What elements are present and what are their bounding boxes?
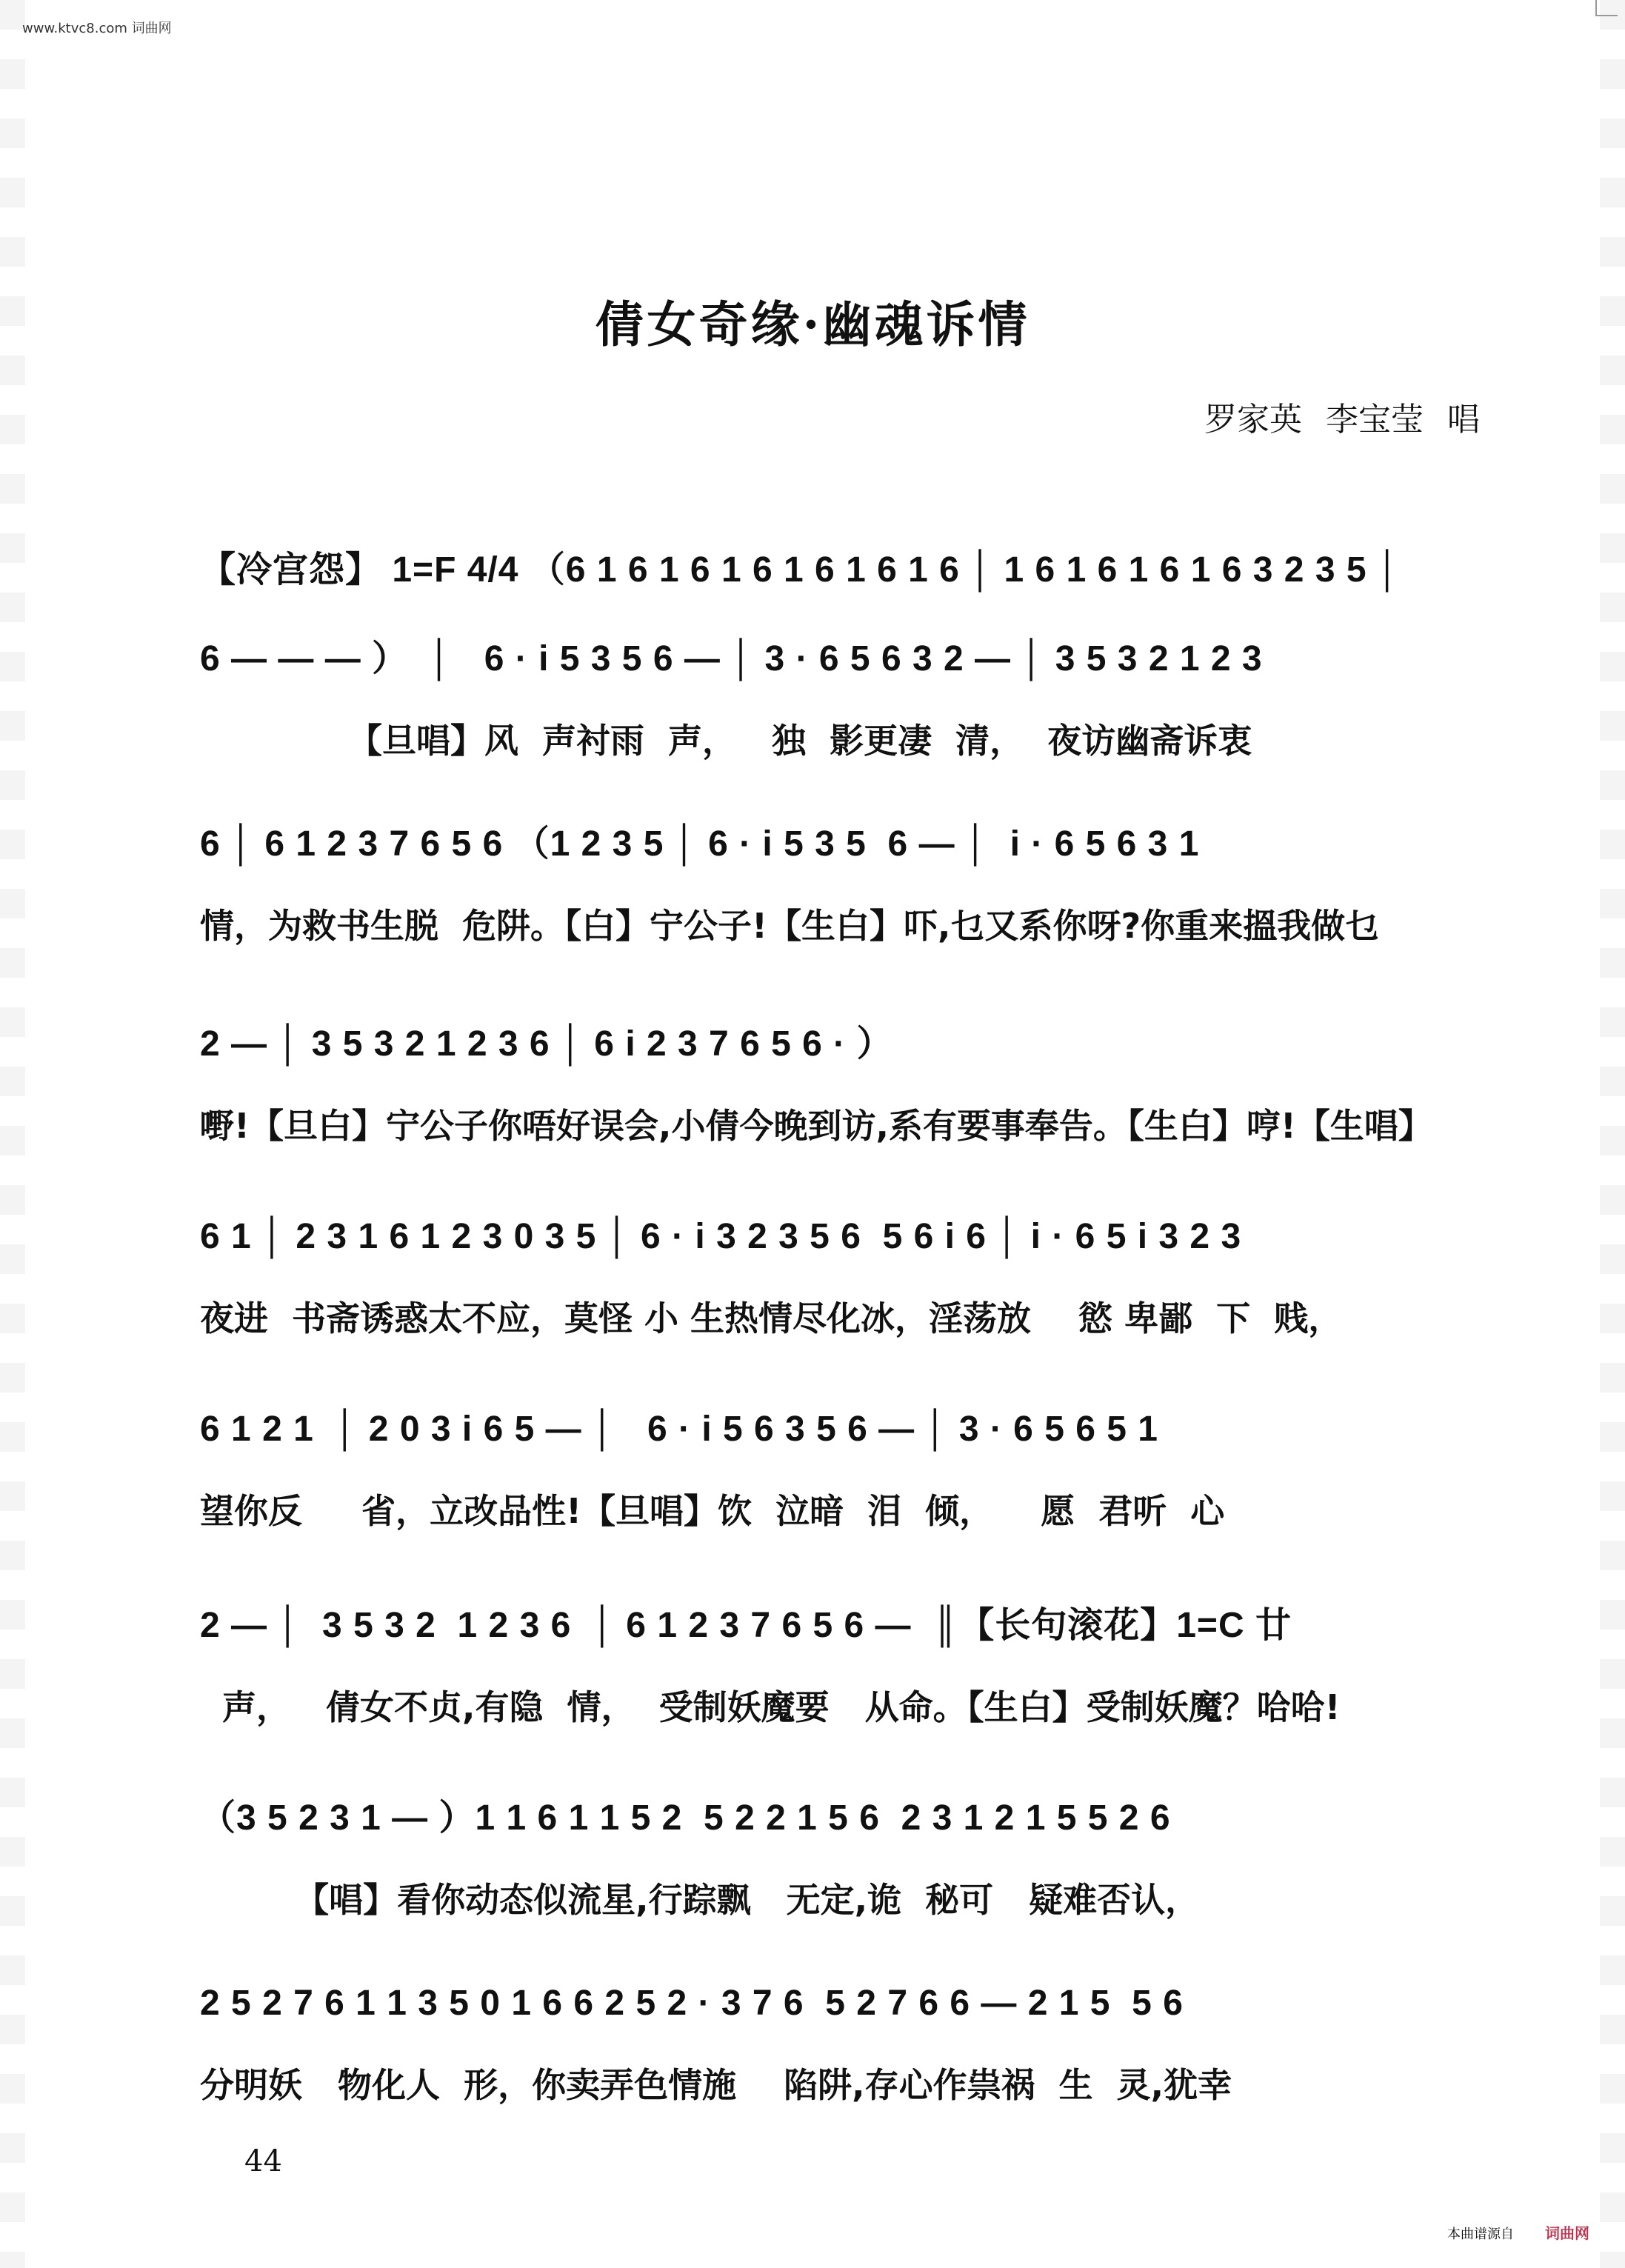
score-line xyxy=(0,633,1625,811)
lyric-line: 声， 倩女不贞,有隐 情， 受制妖魔要 从命。【生白】受制妖魔？哈哈! xyxy=(222,1687,1341,1727)
lyric-line: 分明妖 物化人 形，你卖弄色情施 陷阱,存心作祟祸 生 灵,犹幸 xyxy=(200,2065,1232,2105)
performers-credit: 罗家英 李宝莹 唱 xyxy=(1204,401,1480,438)
lyric-line: 嘢!【旦白】宁公子你唔好误会,小倩今晚到访,系有要事奉告。【生白】哼!【生唱】 xyxy=(200,1106,1432,1146)
score-line xyxy=(0,1792,1625,1970)
page-number: 44 xyxy=(244,2144,282,2178)
notation-line: 6 │ 6 1 2 3 7 6 5 6 （1 2 3 5 │ 6 · i 5 3 5 6 — │ i · 6 5 6 3 1 xyxy=(200,824,1200,864)
corner-mark xyxy=(1595,0,1618,16)
notation-line: 6 1 2 1 │ 2 0 3 i 6 5 — │ 6 · i 5 6 3 5 6 — │ 3 · 6 5 6 5 1 xyxy=(200,1410,1158,1449)
notation-line: 2 — │ 3 5 3 2 1 2 3 6 │ 6 1 2 3 7 6 5 6 — ║【长句滚花】1=C 廿 xyxy=(200,1606,1292,1645)
score-line xyxy=(0,1600,1625,1778)
notation-line: 2 5 2 7 6 1 1 3 5 0 1 6 6 2 5 2 · 3 7 6 5 2 7 6 6 — 2 1 5 5 6 xyxy=(200,1984,1184,2023)
notation-line: 6 — — — ） │ 6 · i 5 3 5 6 — │ 3 · 6 5 6 3 2 — │ 3 5 3 2 1 2 3 xyxy=(200,639,1263,678)
score-line xyxy=(0,1018,1625,1196)
lyric-line: 望你反 省，立改品性!【旦唱】饮 泣暗 泪 倾， 愿 君听 心 xyxy=(200,1491,1225,1531)
notation-line: 6 1 │ 2 3 1 6 1 2 3 0 3 5 │ 6 · i 3 2 3 5 6 5 6 i 6 │ i · 6 5 i 3 2 3 xyxy=(200,1217,1242,1256)
site-watermark: www.ktvc8.com 词曲网 xyxy=(22,21,172,36)
score-line xyxy=(0,818,1625,996)
lyric-line: 夜进 书斋诱惑太不应，莫怪 小 生热情尽化冰，淫荡放 慾 卑鄙 下 贱， xyxy=(200,1298,1343,1338)
lyric-line: 【旦唱】风 声衬雨 声， 独 影更凄 清， 夜访幽斋诉衷 xyxy=(348,721,1252,761)
notation-line: 【冷宫怨】 1=F 4/4 （6 1 6 1 6 1 6 1 6 1 6 1 6 │ 1 6 1 6 1 6 1 6 3 2 3 5 │ xyxy=(200,550,1401,590)
notation-line: （3 5 2 3 1 — ）1 1 6 1 1 5 2 5 2 2 1 5 6 2 3 1 2 1 5 5 2 6 xyxy=(200,1798,1171,1838)
score-line xyxy=(0,1978,1625,2155)
source-note: 本曲谱源自 xyxy=(1447,2227,1514,2242)
site-brand: 词曲网 xyxy=(1545,2224,1589,2242)
score-line xyxy=(0,1211,1625,1389)
page-title: 倩女奇缘·幽魂诉情 xyxy=(595,296,1030,353)
lyric-line: 【唱】看你动态似流星,行踪飘 无定,诡 秘可 疑难否认， xyxy=(200,1880,1200,1920)
notation-line: 2 — │ 3 5 3 2 1 2 3 6 │ 6 i 2 3 7 6 5 6 · ） xyxy=(200,1024,893,1064)
score-line xyxy=(0,1404,1625,1581)
lyric-line: 情，为救书生脱 危阱。【白】宁公子!【生白】吓,乜又系你呀?你重来搵我做乜 xyxy=(200,906,1380,946)
